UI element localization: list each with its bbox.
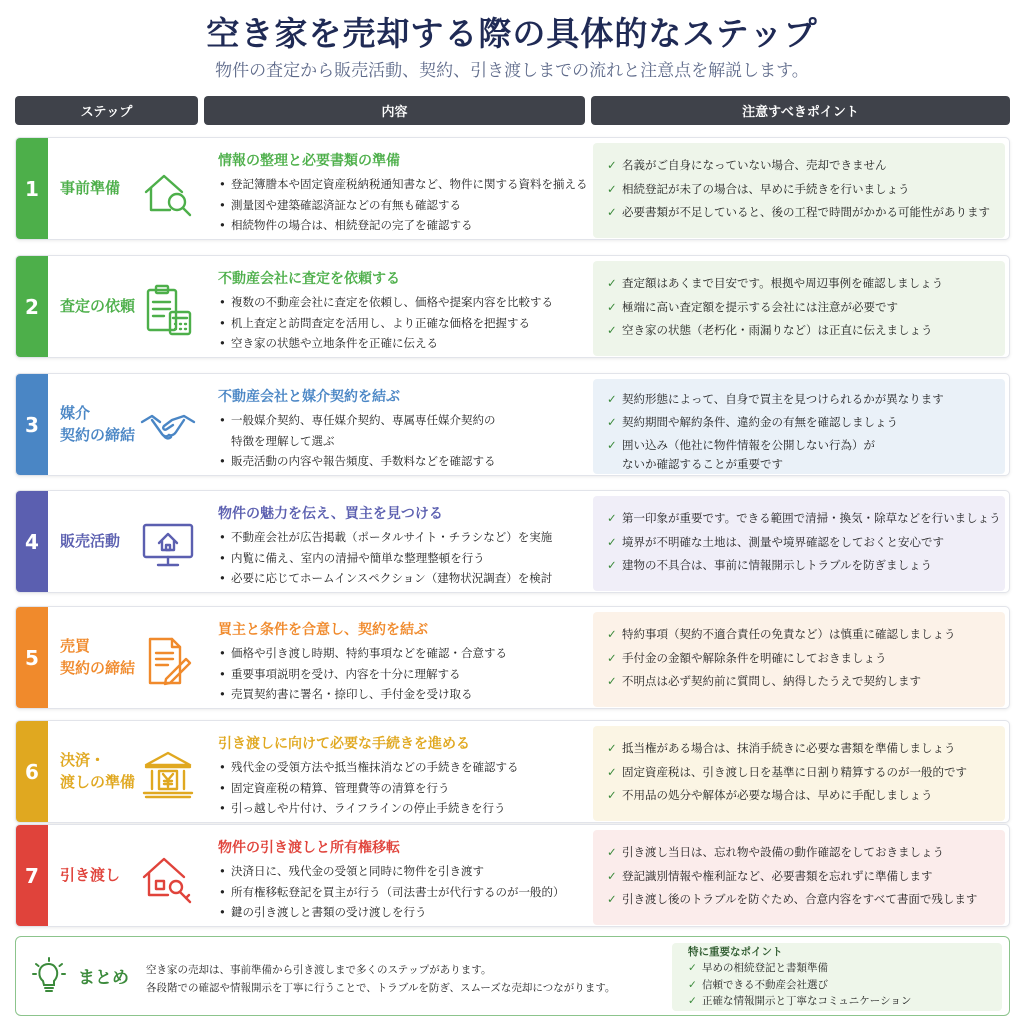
step-content-title: 物件の引き渡しと所有権移転 [218, 840, 400, 856]
step-name: 売買 契約の締結 [60, 636, 136, 677]
step-content-item: • 重要事項説明を受け、内容を十分に理解する [219, 664, 591, 685]
important-point-text: 正確な情報開示と丁寧なコミュニケーション [702, 995, 912, 1007]
step-notes-list [593, 726, 1005, 821]
step-content-title: 物件の魅力を伝え、買主を見つける [218, 506, 443, 522]
step-row-7 [15, 824, 1010, 927]
step-notes-list [593, 143, 1005, 238]
step-note-text: 不用品の処分や解体が必要な場合は、早めに手配しましょう [622, 788, 933, 802]
step-note-item [607, 531, 1005, 555]
check-icon: ✓ [607, 438, 617, 452]
step-content-item: • 相続物件の場合は、相続登記の完了を確認する [219, 215, 591, 236]
bank-yen-icon [140, 747, 196, 803]
page-title: 空き家を売却する際の具体的なステップ [206, 14, 818, 53]
step-note-item [607, 865, 1005, 889]
step-content-item: • 測量図や建築確認済証などの有無も確認する [219, 195, 591, 216]
important-point [688, 977, 1002, 994]
step-notes-list [593, 830, 1005, 925]
step-note-item [607, 888, 1005, 912]
step-note-text: 抵当権がある場合は、抹消手続きに必要な書類を準備しましょう [622, 741, 956, 755]
check-icon: ✓ [688, 995, 697, 1007]
step-note-text: 固定資産税は、引き渡し日を基準に日割り精算するのが一般的です [622, 764, 967, 779]
step-note-item [607, 737, 1005, 761]
step-note-text: 契約形態によって、自身で買主を見つけられるかが異なります [622, 392, 944, 406]
summary-box [15, 936, 1010, 1016]
step-number: 2 [16, 256, 48, 357]
step-note-item [607, 413, 1005, 432]
step-row-2 [15, 255, 1010, 358]
step-note-text: 第一印象が重要です。できる範囲で清掃・換気・除草などを行いましょう [622, 511, 1001, 525]
step-note-text: 名義がご自身になっていない場合、売却できません [622, 158, 887, 172]
handshake-icon [140, 400, 196, 456]
step-content-list [219, 410, 591, 472]
step-content-list [219, 527, 591, 589]
step-note-item [607, 319, 1005, 343]
step-content-title: 不動産会社と媒介契約を結ぶ [218, 389, 400, 405]
check-icon: ✓ [607, 534, 617, 549]
step-number: 7 [16, 825, 48, 926]
step-note-text: 契約期間や解約条件、違約金の有無を確認しましょう [622, 415, 898, 429]
check-icon: ✓ [607, 415, 617, 429]
step-note-item [607, 390, 1005, 409]
step-note-item [607, 178, 1005, 202]
check-icon: ✓ [607, 674, 617, 688]
step-name: 媒介 契約の締結 [60, 403, 136, 444]
step-content-item: • 固定資産税の精算、管理費等の清算を行う [219, 778, 591, 799]
step-note-item [607, 436, 1005, 474]
step-content-item: • 必要に応じてホームインスペクション（建物状況調査）を検討 [219, 568, 591, 589]
step-note-item [607, 670, 1005, 694]
step-number: 1 [16, 138, 48, 239]
step-note-text: 特約事項（契約不適合責任の免責など）は慎重に確認しましょう [622, 627, 956, 641]
check-icon: ✓ [607, 558, 617, 572]
step-content-list [219, 861, 591, 923]
step-note-text: 登記識別情報や権利証など、必要書類を忘れずに準備します [622, 868, 933, 883]
step-content-item: • 所有権移転登記を買主が行う（司法書士が代行するのが一般的） [219, 882, 591, 903]
step-notes-list [593, 379, 1005, 474]
column-header-step: ステップ [15, 96, 198, 125]
step-name: 引き渡し [60, 865, 121, 884]
house-key-icon [140, 851, 196, 907]
step-number: 6 [16, 721, 48, 822]
step-notes-list [593, 496, 1005, 591]
check-icon: ✓ [688, 962, 697, 974]
check-icon: ✓ [607, 627, 617, 641]
check-icon: ✓ [607, 392, 617, 406]
important-points-title: 特に重要なポイント [688, 946, 783, 958]
check-icon: ✓ [607, 299, 617, 314]
step-row-4 [15, 490, 1010, 593]
step-content-item: • 販売活動の内容や報告頻度、手数料などを確認する [219, 451, 591, 472]
step-name: 販売活動 [60, 531, 121, 550]
page-subtitle: 物件の査定から販売活動、契約、引き渡しまでの流れと注意点を解説します。 [215, 61, 809, 81]
important-point [688, 960, 1002, 977]
check-icon: ✓ [607, 158, 617, 172]
step-content-list [219, 174, 591, 236]
step-note-text: 必要書類が不足していると、後の工程で時間がかかる可能性があります [622, 205, 990, 219]
step-content-title: 情報の整理と必要書類の準備 [218, 153, 400, 169]
monitor-house-icon [140, 517, 196, 573]
check-icon: ✓ [607, 741, 617, 755]
lightbulb-icon [32, 957, 66, 995]
step-content-item: • 一般媒介契約、専任媒介契約、専属専任媒介契約の 特徴を理解して選ぶ [219, 410, 591, 451]
important-point-text: 早めの相続登記と書類準備 [702, 962, 828, 974]
step-content-item: • 内覧に備え、室内の清掃や簡単な整理整頓を行う [219, 548, 591, 569]
step-note-item [607, 201, 1005, 225]
step-note-item [607, 647, 1005, 671]
important-points-list [688, 960, 1002, 1010]
step-number: 3 [16, 374, 48, 475]
step-note-item [607, 554, 1005, 578]
step-notes-list [593, 612, 1005, 707]
step-content-title: 買主と条件を合意し、契約を結ぶ [218, 622, 428, 638]
house-search-icon [140, 164, 196, 220]
step-name: 査定の依頼 [60, 296, 136, 315]
contract-pen-icon [140, 633, 196, 689]
step-content-item: • 引っ越しや片付け、ライフラインの停止手続きを行う [219, 798, 591, 819]
step-note-text: 空き家の状態（老朽化・雨漏りなど）は正直に伝えましょう [622, 323, 933, 337]
step-note-text: 極端に高い査定額を提示する会社には注意が必要です [622, 299, 898, 314]
step-note-text: 引き渡し当日は、忘れ物や設備の動作確認をしておきましょう [622, 845, 944, 859]
check-icon: ✓ [607, 205, 617, 219]
step-content-list [219, 757, 591, 819]
step-note-item [607, 784, 1005, 808]
check-icon: ✓ [607, 276, 617, 290]
summary-text: 空き家の売却は、事前準備から引き渡しまで多くのステップがあります。 各段階での確認や情報開示を丁寧に行うことで、トラブルを防ぎ、スムーズな売却につながります。 [146, 964, 616, 994]
step-note-text: 境界が不明確な土地は、測量や境界確認をしておくと安心です [622, 534, 944, 549]
step-content-item: • 空き家の状態や立地条件を正確に伝える [219, 333, 591, 354]
step-note-text: 相続登記が未了の場合は、早めに手続きを行いましょう [622, 181, 910, 196]
step-name: 事前準備 [60, 178, 121, 197]
check-icon: ✓ [607, 868, 617, 883]
step-content-item: • 机上査定と訪問査定を活用し、より正確な価格を把握する [219, 313, 591, 334]
step-note-text: 不明点は必ず契約前に質問し、納得したうえで契約します [622, 674, 921, 688]
step-content-item: • 決済日に、残代金の受領と同時に物件を引き渡す [219, 861, 591, 882]
step-note-item [607, 507, 1005, 531]
check-icon: ✓ [607, 788, 617, 802]
check-icon: ✓ [607, 764, 617, 779]
step-content-item: • 価格や引き渡し時期、特約事項などを確認・合意する [219, 643, 591, 664]
step-note-item [607, 296, 1005, 320]
step-note-text: 引き渡し後のトラブルを防ぐため、合意内容をすべて書面で残します [622, 892, 978, 906]
column-header-content: 内容 [204, 96, 585, 125]
step-row-1 [15, 137, 1010, 240]
check-icon: ✓ [607, 323, 617, 337]
step-content-title: 不動産会社に査定を依頼する [218, 271, 400, 287]
step-note-text: 手付金の金額や解除条件を明確にしておきましょう [622, 650, 887, 665]
step-content-list [219, 292, 591, 354]
step-note-item [607, 761, 1005, 785]
step-content-item: • 鍵の引き渡しと書類の受け渡しを行う [219, 902, 591, 923]
step-note-text: 囲い込み（他社に物件情報を公開しない行為）が ないか確認することが重要です [622, 438, 875, 471]
step-content-item: • 残代金の受領方法や抵当権抹消などの手続きを確認する [219, 757, 591, 778]
step-content-item: • 不動産会社が広告掲載（ポータルサイト・チラシなど）を実施 [219, 527, 591, 548]
check-icon: ✓ [607, 892, 617, 906]
step-row-3 [15, 373, 1010, 476]
step-name: 決済・ 渡しの準備 [60, 750, 136, 791]
step-note-text: 査定額はあくまで目安です。根拠や周辺事例を確認しましょう [622, 276, 944, 290]
step-content-item: • 売買契約書に署名・捺印し、手付金を受け取る [219, 684, 591, 705]
step-content-item: • 登記簿謄本や固定資産税納税通知書など、物件に関する資料を揃える [219, 174, 591, 195]
check-icon: ✓ [607, 181, 617, 196]
step-content-list [219, 643, 591, 705]
summary-title: まとめ [78, 968, 129, 988]
step-content-item: • 複数の不動産会社に査定を依頼し、価格や提案内容を比較する [219, 292, 591, 313]
step-row-6 [15, 720, 1010, 823]
step-note-item [607, 623, 1005, 647]
important-point-text: 信頼できる不動産会社選び [702, 978, 828, 991]
step-number: 4 [16, 491, 48, 592]
step-content-title: 引き渡しに向けて必要な手続きを進める [218, 736, 470, 752]
check-icon: ✓ [688, 978, 697, 991]
step-number: 5 [16, 607, 48, 708]
step-note-item [607, 841, 1005, 865]
important-point [688, 993, 1002, 1010]
step-note-item [607, 272, 1005, 296]
clipboard-calculator-icon [140, 282, 196, 338]
step-note-item [607, 154, 1005, 178]
step-note-text: 建物の不具合は、事前に情報開示しトラブルを防ぎましょう [622, 558, 933, 572]
check-icon: ✓ [607, 845, 617, 859]
important-points-box [672, 943, 1002, 1011]
step-row-5 [15, 606, 1010, 709]
step-notes-list [593, 261, 1005, 356]
check-icon: ✓ [607, 511, 617, 525]
column-header-notes: 注意すべきポイント [591, 96, 1010, 125]
check-icon: ✓ [607, 650, 617, 665]
